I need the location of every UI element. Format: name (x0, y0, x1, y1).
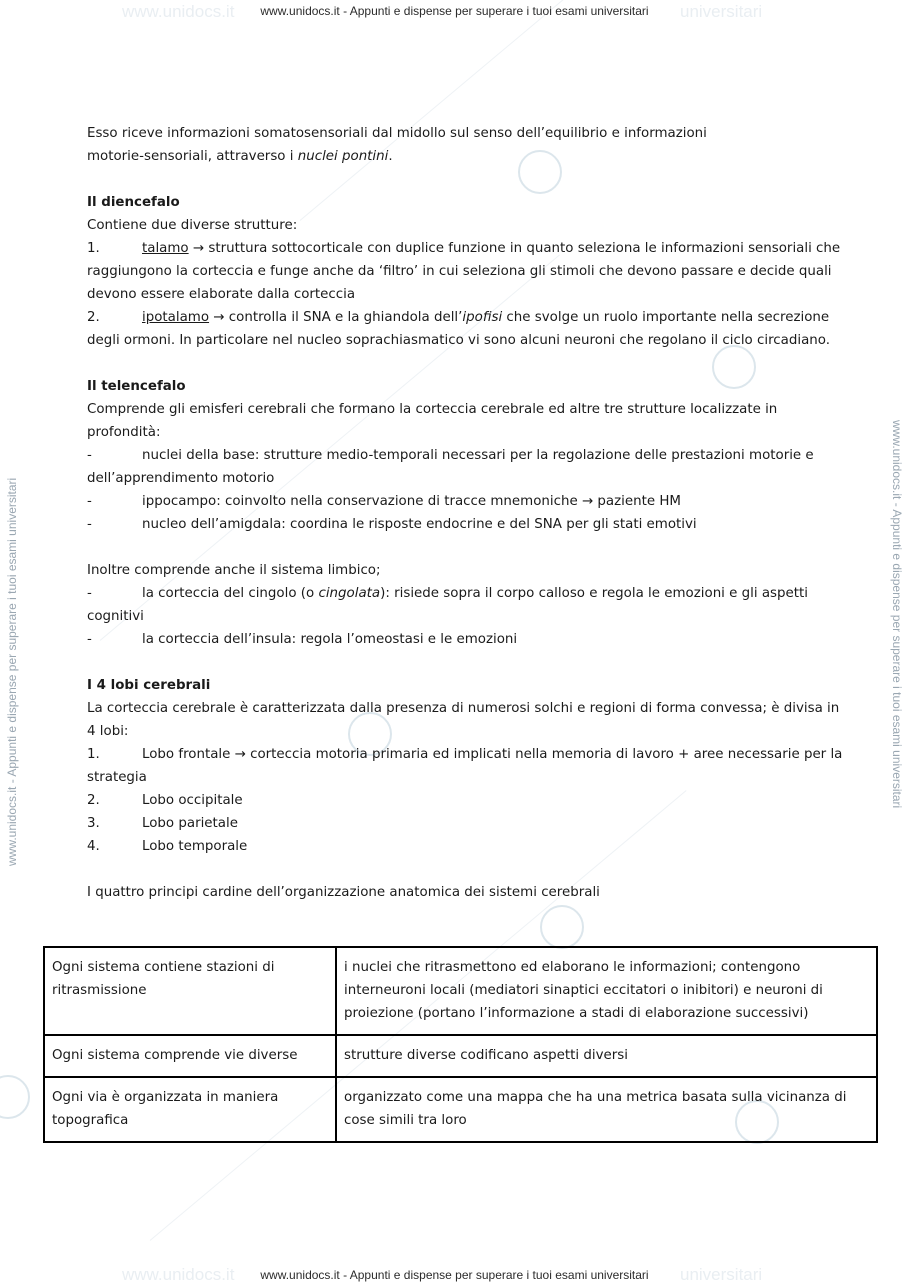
section-lead: La corteccia cerebrale è caratterizzata dalla presenza di numerosi solchi e regioni di forma convessa; è divisa in 4 lobi: (87, 701, 840, 739)
section-heading-telencefalo: Il telencefalo (87, 379, 186, 394)
table-row (44, 947, 877, 1035)
term-ipofisi: ipofisi (462, 310, 503, 325)
list-item-text: ): risiede sopra il corpo calloso e regola le emozioni e gli aspetti cognitivi (87, 586, 808, 624)
watermark-ghost-bottom: www.unidocs.it (122, 1265, 235, 1284)
list-bullet: - (87, 632, 92, 647)
list-item (87, 835, 852, 858)
term-talamo: talamo (142, 241, 189, 256)
watermark-ghost-bottom-right: universitari (680, 1265, 763, 1284)
list-item-text: che svolge un ruolo importante nella secrezione degli ormoni. In particolare nel nucleo soprachiasmatico vi sono alcuni neuroni che regolano il ciclo circadiano. (87, 310, 830, 348)
table-caption: I quattro principi cardine dell’organizzazione anatomica dei sistemi cerebrali (87, 885, 600, 900)
table-cell-principle: Ogni sistema contiene stazioni di ritrasmissione (44, 947, 336, 1035)
limbic-lead: Inoltre comprende anche il sistema limbico; (87, 563, 381, 578)
list-item (87, 306, 852, 352)
list-item (87, 743, 852, 789)
term-cingolata: cingolata (318, 586, 381, 601)
watermark-ghost-top-right: universitari (680, 2, 763, 21)
list-item-text: la corteccia del cingolo (o (142, 586, 319, 601)
list-bullet: - (87, 517, 92, 532)
section-heading-lobi: I 4 lobi cerebrali (87, 678, 211, 693)
list-bullet: - (87, 586, 92, 601)
intro-line-1: Esso riceve informazioni somatosensoriali dal midollo sul senso dell’equilibrio e informazioni (87, 126, 707, 141)
list-item-text: nuclei della base: strutture medio-temporali necessari per la regolazione delle prestazioni motorie e dell’apprendimento motorio (87, 448, 814, 486)
table-cell-description: organizzato come una mappa che ha una metrica basata sulla vicinanza di cose simili tra loro (336, 1077, 877, 1142)
list-item-text: Lobo parietale (142, 816, 238, 831)
list-item-text: → controlla il SNA e la ghiandola dell’ (209, 310, 463, 325)
watermark-side-right: www.unidocs.it - Appunti e dispense per superare i tuoi esami universitari (890, 420, 904, 809)
intro-text-end: . (388, 149, 393, 164)
principles-table (43, 946, 878, 1143)
intro-line-2 (87, 145, 852, 168)
table-cell-description: strutture diverse codificano aspetti diversi (336, 1035, 877, 1077)
table-cell-description: i nuclei che ritrasmettono ed elaborano le informazioni; contengono interneuroni locali (mediatori sinaptici eccitatori o inibitori) e neuroni di proiezione (portano l’informazione a stadi di elaborazione successivi) (336, 947, 877, 1035)
list-item (87, 628, 852, 651)
intro-text: motorie-sensoriali, attraverso i (87, 149, 298, 164)
list-number: 1. (87, 747, 100, 762)
watermark-footer: www.unidocs.it - Appunti e dispense per superare i tuoi esami universitari (260, 1268, 649, 1282)
list-item-text: Lobo occipitale (142, 793, 243, 808)
list-bullet: - (87, 494, 92, 509)
list-number: 2. (87, 310, 100, 325)
intro-emphasis: nuclei pontini (297, 149, 389, 164)
list-item (87, 812, 852, 835)
list-number: 2. (87, 793, 100, 808)
list-item-text: ippocampo: coinvolto nella conservazione di tracce mnemoniche → paziente HM (142, 494, 681, 509)
list-item-text: nucleo dell’amigdala: coordina le risposte endocrine e del SNA per gli stati emotivi (142, 517, 697, 532)
table-row (44, 1035, 877, 1077)
list-bullet: - (87, 448, 92, 463)
list-number: 1. (87, 241, 100, 256)
list-number: 4. (87, 839, 100, 854)
table-cell-principle: Ogni sistema comprende vie diverse (44, 1035, 336, 1077)
watermark-logo-icon (0, 1075, 30, 1119)
section-lead: Comprende gli emisferi cerebrali che formano la corteccia cerebrale ed altre tre strutture localizzate in profondità: (87, 402, 778, 440)
list-number: 3. (87, 816, 100, 831)
list-item (87, 582, 852, 628)
table-cell-principle: Ogni via è organizzata in maniera topografica (44, 1077, 336, 1142)
list-item (87, 444, 852, 490)
list-item-text: → struttura sottocorticale con duplice funzione in quanto seleziona le informazioni sensoriali che raggiungono la corteccia e funge anche da ‘filtro’ in cui seleziona gli stimoli che devono passare e decide quali devono essere elaborate dalla corteccia (87, 241, 841, 302)
list-item (87, 490, 852, 513)
watermark-header: www.unidocs.it - Appunti e dispense per superare i tuoi esami universitari (260, 4, 649, 18)
list-item (87, 237, 852, 306)
list-item (87, 789, 852, 812)
list-item (87, 513, 852, 536)
list-item-text: Lobo temporale (142, 839, 248, 854)
watermark-logo-icon (540, 905, 584, 949)
section-lead: Contiene due diverse strutture: (87, 218, 298, 233)
document-body (87, 122, 852, 904)
watermark-ghost-top: www.unidocs.it (122, 2, 235, 21)
table-row (44, 1077, 877, 1142)
term-ipotalamo: ipotalamo (142, 310, 210, 325)
list-item-text: Lobo frontale → corteccia motoria primaria ed implicati nella memoria di lavoro + aree necessarie per la strategia (87, 747, 843, 785)
list-item-text: la corteccia dell’insula: regola l’omeostasi e le emozioni (142, 632, 518, 647)
watermark-side-left: www.unidocs.it - Appunti e dispense per superare i tuoi esami universitari (5, 477, 19, 866)
section-heading-diencefalo: Il diencefalo (87, 195, 180, 210)
